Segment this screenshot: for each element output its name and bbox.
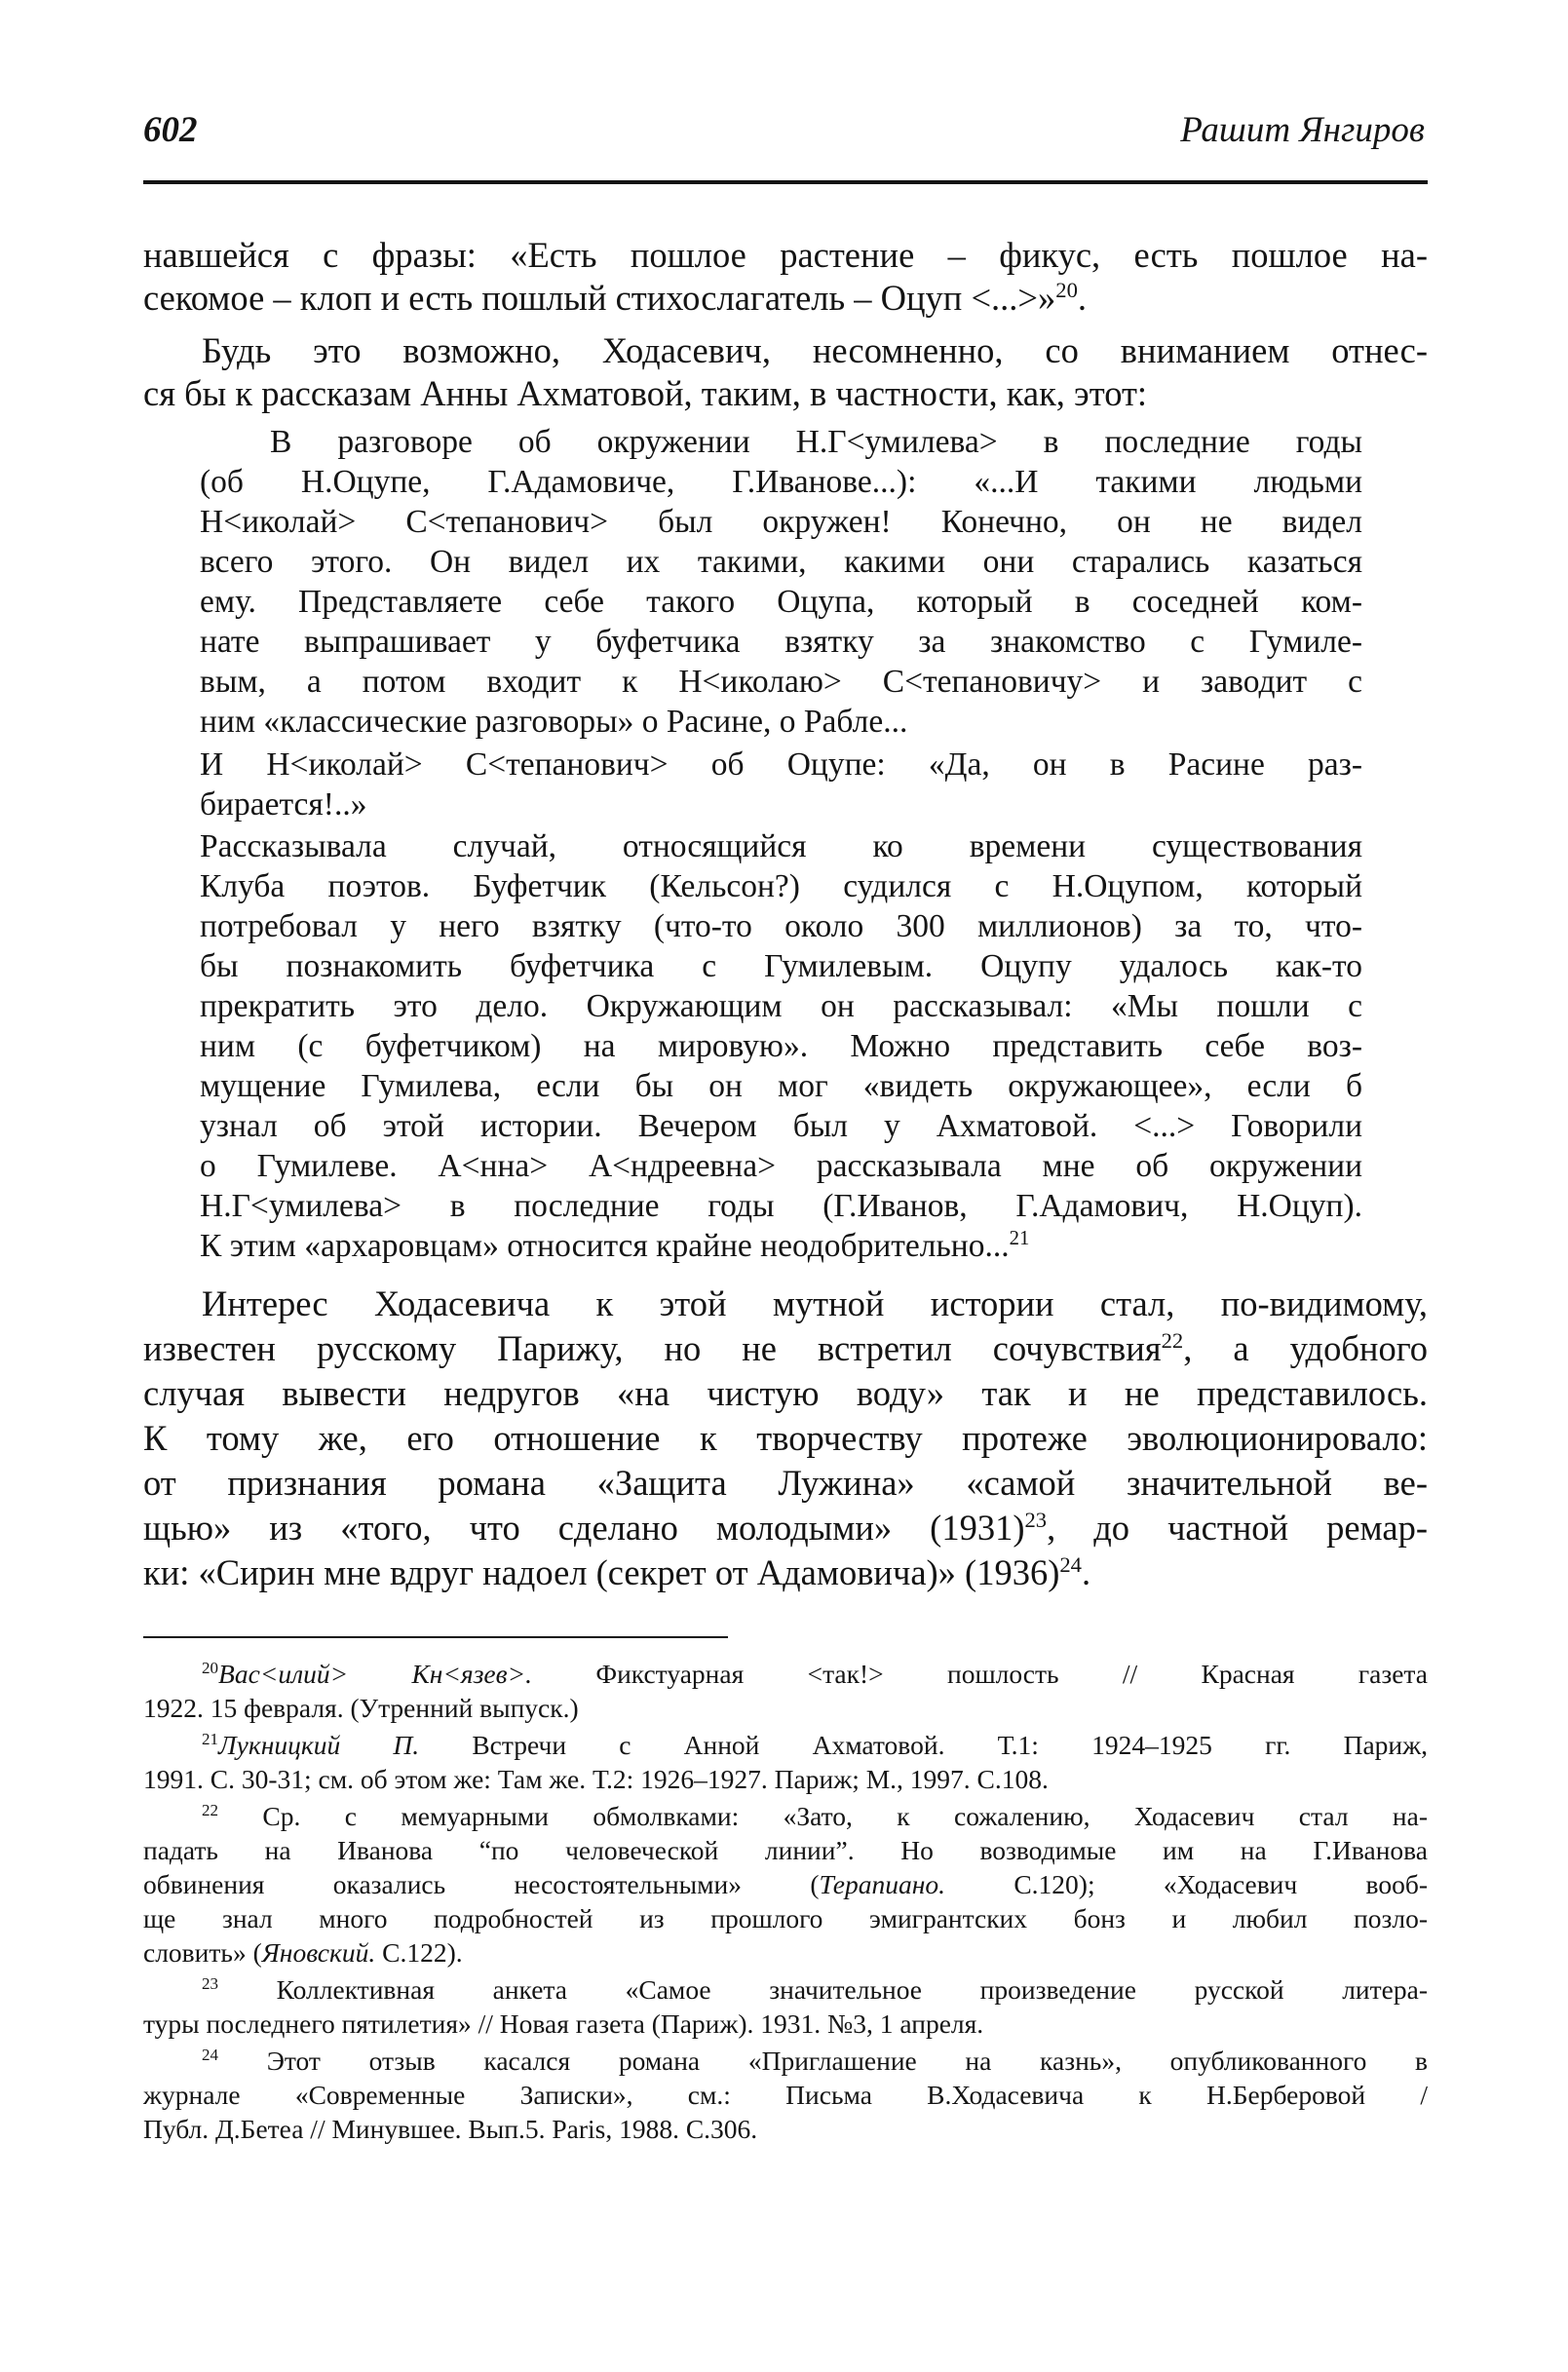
footnote-number: 22 [202, 1800, 219, 1819]
line-text: потребовал у него взятку (что-то около 300 миллионов) за то, что- [200, 908, 1362, 944]
quote-line [200, 828, 1362, 865]
quote-line [270, 424, 1362, 461]
footnote-line [202, 1974, 1428, 2006]
author-name: Вас<илий> Кн<язев>. [218, 1659, 533, 1689]
quote-line [200, 988, 1362, 1025]
quote-line [200, 786, 1362, 823]
line-text: Рассказывала случай, относящийся ко времени существования [200, 828, 1362, 864]
footnote-ref: 24 [1059, 1551, 1082, 1577]
line-text: Н<иколай> С<тепанович> был окружен! Конечно, он не видел [200, 504, 1362, 540]
footnote-number: 23 [202, 1973, 219, 1993]
footnote-line [143, 1869, 1428, 1900]
author-name: Яновский. [261, 1937, 376, 1968]
footnote-line [202, 1730, 1428, 1761]
footnote-line [143, 2114, 1428, 2145]
line-text: Ср. с мемуарными обмолвками: «Зато, к сожалению, Ходасевич стал на- [218, 1801, 1428, 1831]
line-text: узнал об этой истории. Вечером был у Ахматовой. <...> Говорили [200, 1108, 1362, 1144]
quote-line [200, 1028, 1362, 1065]
footnote-ref: 23 [1024, 1507, 1048, 1532]
line-text: журнале «Современные Записки», см.: Письма В.Ходасевича к Н.Берберовой / [143, 2080, 1428, 2110]
body-line [143, 1417, 1428, 1459]
footnote-line [202, 2046, 1428, 2077]
line-text: И Н<иколай> С<тепанович> об Оцупе: «Да, он в Расине раз- [200, 746, 1362, 783]
line-text: прекратить это дело. Окружающим он рассказывал: «Мы пошли с [200, 988, 1362, 1024]
author-name: Лукницкий П. [218, 1730, 420, 1760]
line-text: 1922. 15 февраля. (Утренний выпуск.) [143, 1693, 579, 1723]
line-text: мущение Гумилева, если бы он мог «видеть окружающее», если б [200, 1068, 1362, 1104]
quote-line [200, 1228, 1362, 1265]
body-line [143, 372, 1428, 414]
footnote-line [143, 1937, 1428, 1969]
quote-line [200, 948, 1362, 985]
line-text: туры последнего пятилетия» // Новая газета (Париж). 1931. №3, 1 апреля. [143, 2009, 984, 2039]
body-line [143, 1372, 1428, 1414]
quote-line [200, 746, 1362, 784]
footnote-number: 21 [202, 1729, 219, 1748]
line-text: всего этого. Он видел их такими, какими они старались казаться [200, 544, 1362, 580]
body-line [143, 1507, 1428, 1549]
line-text: Этот отзыв касался романа «Приглашение на казнь», опубликованного в [218, 2046, 1428, 2076]
footnote-line [143, 1693, 1428, 1724]
footnote-number: 24 [202, 2045, 219, 2064]
body-line [143, 1551, 1428, 1593]
line-text: щью» из «того, что сделано молодыми» (1931) [143, 1508, 1025, 1548]
line-text-tail: . [1081, 1552, 1091, 1592]
page-number: 602 [143, 110, 198, 150]
line-text: бы познакомить буфетчика с Гумилевым. Оцупу удалось как-то [200, 948, 1362, 984]
line-text: Интерес Ходасевича к этой мутной истории стал, по-видимому, [202, 1283, 1428, 1323]
line-text: бирается!..» [200, 786, 367, 823]
quote-line [200, 624, 1362, 661]
line-text-tail: С.120); «Ходасевич вооб- [945, 1869, 1428, 1899]
quote-line [200, 584, 1362, 621]
footnote-line [202, 1659, 1428, 1690]
quote-line [200, 664, 1362, 701]
quote-line [200, 544, 1362, 581]
footnote-line [143, 2080, 1428, 2111]
line-text: словить» ( [143, 1937, 262, 1968]
line-text: от признания романа «Защита Лужина» «самой значительной ве- [143, 1463, 1428, 1503]
body-line [143, 234, 1428, 276]
footnote-line [143, 1764, 1428, 1795]
line-text: ще знал много подробностей из прошлого эмигрантских бонз и любил позло- [143, 1903, 1428, 1933]
line-text: секомое – клоп и есть пошлый стихослагатель – Оцуп <...>» [143, 278, 1056, 318]
line-text: К тому же, его отношение к творчеству протеже эволюционировало: [143, 1418, 1428, 1458]
line-text: ним (с буфетчиком) на мировую». Можно представить себе воз- [200, 1028, 1362, 1064]
line-text: известен русскому Парижу, но не встретил сочувствия [143, 1328, 1162, 1368]
quote-line [200, 704, 1362, 741]
line-text: Н.Г<умилева> в последние годы (Г.Иванов, Г.Адамович, Н.Оцуп). [200, 1188, 1362, 1224]
line-text: Коллективная анкета «Самое значительное произведение русской литера- [218, 1974, 1428, 2005]
body-line [202, 1282, 1428, 1324]
quote-line [200, 1108, 1362, 1145]
line-text: Встречи с Анной Ахматовой. Т.1: 1924–1925 гг. Париж, [419, 1730, 1428, 1760]
header-rule [143, 180, 1428, 184]
line-text: ки: «Сирин мне вдруг надоел (секрет от Адамовича)» (1936) [143, 1552, 1060, 1592]
footnote-line [143, 1835, 1428, 1866]
author-name: Терапиано. [819, 1869, 946, 1899]
line-text: вым, а потом входит к Н<иколаю> С<тепановичу> и заводит с [200, 664, 1362, 700]
quote-line [200, 1068, 1362, 1105]
footnote-ref: 20 [1055, 277, 1078, 302]
line-text-tail: , до частной ремар- [1047, 1508, 1428, 1548]
running-head: Рашит Янгиров [1180, 110, 1425, 150]
footnote-ref: 22 [1161, 1327, 1184, 1353]
footnote-rule [143, 1636, 728, 1638]
line-text: Будь это возможно, Ходасевич, несомненно, со вниманием отнес- [202, 330, 1428, 370]
line-text-tail: , а удобного [1183, 1328, 1429, 1368]
body-line [143, 277, 1428, 319]
footnote-number: 20 [202, 1658, 219, 1677]
line-text: о Гумилеве. А<нна> А<ндреевна> рассказывала мне об окружении [200, 1148, 1362, 1184]
quote-line [200, 868, 1362, 905]
line-text-tail: С.122). [375, 1937, 463, 1968]
line-text: случая вывести недругов «на чистую воду» так и не представилось. [143, 1373, 1428, 1413]
line-text: нате выпрашивает у буфетчика взятку за знакомство с Гумиле- [200, 624, 1362, 660]
body-line [202, 329, 1428, 371]
quote-line [200, 464, 1362, 501]
line-text: В разговоре об окружении Н.Г<умилева> в последние годы [270, 424, 1362, 460]
line-text: К этим «архаровцам» относится крайне неодобрительно... [200, 1228, 1010, 1264]
line-text: обвинения оказались несостоятельными» ( [143, 1869, 820, 1899]
quote-line [200, 908, 1362, 945]
body-line [143, 1462, 1428, 1504]
quote-line [200, 1188, 1362, 1225]
footnote-line [202, 1801, 1428, 1832]
line-text: падать на Иванова “по человеческой линии”. Но возводимые им на Г.Иванова [143, 1835, 1428, 1865]
line-text: (об Н.Оцупе, Г.Адамовиче, Г.Иванове...): «...И такими людьми [200, 464, 1362, 500]
line-text: Фикстуарная <так!> пошлость // Красная газета [532, 1659, 1428, 1689]
quote-line [200, 1148, 1362, 1185]
line-text: 1991. С. 30-31; см. об этом же: Там же. Т.2: 1926–1927. Париж; М., 1997. С.108. [143, 1764, 1049, 1794]
footnote-line [143, 1903, 1428, 1934]
footnote-ref: 21 [1009, 1226, 1030, 1249]
line-text-tail: . [1077, 278, 1088, 318]
line-text: Публ. Д.Бетеа // Минувшее. Вып.5. Paris, 1988. С.306. [143, 2114, 758, 2144]
line-text: Клуба поэтов. Буфетчик (Кельсон?) судился с Н.Оцупом, который [200, 868, 1362, 904]
line-text: ним «классические разговоры» о Расине, о Рабле... [200, 704, 908, 740]
quote-line [200, 504, 1362, 541]
line-text: ся бы к рассказам Анны Ахматовой, таким, в частности, как, этот: [143, 373, 1148, 413]
line-text: ему. Представляете себе такого Оцупа, который в соседней ком- [200, 584, 1362, 620]
footnote-line [143, 2009, 1428, 2040]
body-line [143, 1327, 1428, 1369]
line-text: навшейся с фразы: «Есть пошлое растение – фикус, есть пошлое на- [143, 235, 1428, 275]
